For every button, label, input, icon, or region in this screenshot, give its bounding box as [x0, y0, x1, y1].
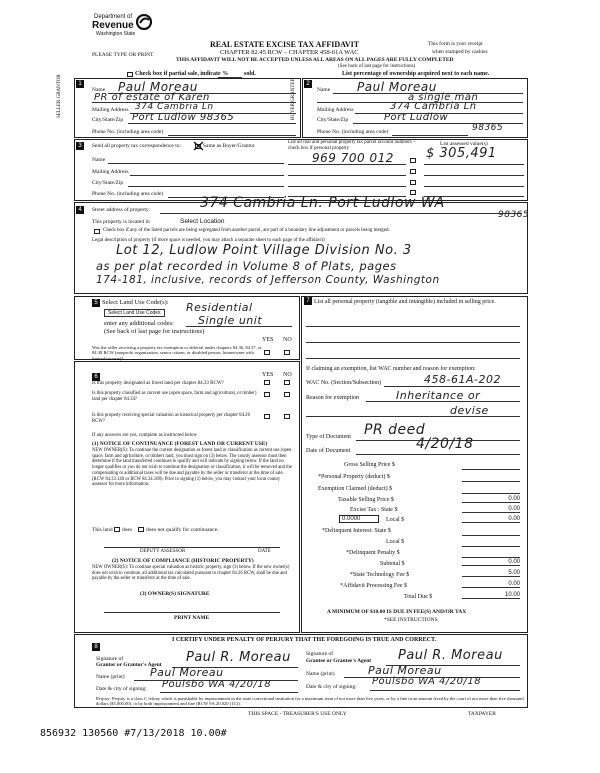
notice-compliance-title: (2) NOTICE OF COMPLIANCE (HISTORIC PROPERTY)	[112, 558, 254, 564]
s3-phone-label: Phone No. (including area code)	[92, 191, 164, 197]
legal-line-2[interactable]: as per plat recorded in Volume 8 of Plats, pages	[96, 259, 397, 273]
land-use-label: Select Land Use Code(s):	[102, 299, 169, 306]
additional-codes[interactable]: Single unit	[198, 314, 263, 327]
s3-name-line[interactable]	[108, 163, 284, 164]
seller-city-label: City/State/Zip	[92, 117, 124, 123]
doc-date[interactable]: 4/20/18	[416, 436, 474, 452]
treasurer-use-label: THIS SPACE - TREASURER'S USE ONLY	[248, 711, 347, 717]
notice-compliance-text: NEW OWNER(S): To continue special valuation as historic property, sign (3) below. If the new owner(s) does not wish to continue, all additional tax calculated pursuant to chapter 84.26 RCW, shall be due and payable by the seller or transferor at the time of sale.	[92, 565, 290, 582]
receipt-note-1: This form is your receipt	[428, 41, 483, 47]
s6-yes: YES	[262, 372, 274, 378]
historic-no-checkbox[interactable]	[284, 414, 290, 419]
grantor-date-label: Date & city of signing:	[96, 686, 147, 692]
excise-rate[interactable]: 0.0000	[339, 515, 379, 523]
affidavit-fee-label: *Affidavit Processing Fee $	[340, 583, 408, 589]
located-label: This property is located in	[92, 219, 150, 225]
exemption-question: Was the seller receiving a property tax exemption or deferral under chapters 84.36, 84.37, or 84.38 RCW (nonprofit organization, senior citizen, or disabled person, homeowner with limited income)?	[92, 345, 262, 361]
seller-mailing-label: Mailing Address	[92, 107, 129, 113]
wac-line	[384, 386, 520, 387]
subtotal-label: Subtotal $	[380, 561, 405, 567]
owner-signature-line[interactable]	[104, 612, 280, 613]
does-checkbox[interactable]	[114, 527, 120, 532]
gross-amount[interactable]	[462, 462, 520, 470]
assessed-value[interactable]: $ 305,491	[426, 146, 497, 161]
forest-question: Is this property designated as forest land per chapter 84.33 RCW?	[92, 381, 224, 386]
deputy-date-label: DATE	[258, 549, 271, 554]
section-2-number: 2	[304, 80, 312, 88]
tech-fee-label: *State Technology Fee $	[350, 572, 410, 578]
logo-line-3: Washington State	[96, 31, 136, 37]
recording-stamp: 856932 130560 #7/13/2018 10.00#	[40, 728, 227, 739]
logo-line-1: Department of	[94, 14, 133, 20]
does-not-label: does not qualify for continuance.	[146, 527, 219, 533]
form-see-back: (See back of last page for instructions)	[338, 64, 416, 69]
personal-deduct-label: *Personal Property (deduct) $	[318, 474, 390, 480]
assessed-line-1	[424, 164, 524, 165]
segregated-checkbox[interactable]	[94, 229, 100, 234]
grantee-date-city[interactable]: Poulsbo WA 4/20/18	[372, 676, 482, 687]
notice-continuance-text: NEW OWNER(S): To continue the current designation as forest land or classification as current use (open space, farm and agriculture, or timber) land, you must sign on (3) below. The county assessor must then determine if the land transferred continues to qualify and will indicate by signing below. If the land no longer qualifies or you do not wish to continue the designation or classification, it will be removed and the compensating or additional taxes will be due and payable by the seller or transferor at the time of sale. (RCW 84.33.140 or RCW 84.34.108). Prior to signing (3) below, you may contact your local county assessor for more information.	[92, 448, 292, 488]
personal-deduct-amount[interactable]	[462, 474, 520, 482]
grantee-date-line	[370, 690, 520, 691]
total-due-amount[interactable]: 10.00	[462, 592, 520, 599]
s5-no-checkbox[interactable]	[284, 350, 290, 355]
grantor-name-label: Name (print)	[96, 674, 125, 680]
form-chapter: CHAPTER 82.45 RCW – CHAPTER 458-61A WAC	[220, 49, 359, 56]
current-use-yes-checkbox[interactable]	[264, 392, 270, 397]
certify-statement: I CERTIFY UNDER PENALTY OF PERJURY THAT THE FOREGOING IS TRUE AND CORRECT.	[172, 637, 437, 643]
seller-side-label: SELLER GRANTOR	[57, 74, 62, 118]
grantee-agent-label: Grantee or Grantee's Agent	[306, 658, 372, 664]
section-7-number: 7	[304, 297, 312, 305]
reason-label: Reason for exemption	[306, 395, 359, 401]
location-select[interactable]: Select Location	[180, 218, 225, 225]
land-use-value[interactable]: Residential	[186, 301, 253, 314]
total-due-label: Total Due $	[404, 594, 433, 600]
reason-line-2-text[interactable]: devise	[450, 404, 489, 417]
s6-no: NO	[283, 372, 292, 378]
section-6-number: 6	[92, 373, 100, 381]
s5-yes-checkbox[interactable]	[264, 350, 270, 355]
parcel-personal-checkbox-3[interactable]	[410, 180, 416, 185]
delinquent-penalty-label: *Delinquent Penalty $	[346, 550, 400, 556]
section-5-number: 5	[92, 299, 100, 307]
seller-mailing[interactable]: 374 Cambria Ln	[135, 102, 214, 112]
please-type: PLEASE TYPE OR PRINT	[92, 52, 154, 58]
owner-signature-label: (3) OWNER(S) SIGNATURE	[140, 591, 210, 597]
receipt-note-2: when stamped by cashier.	[432, 49, 489, 55]
assessed-header: List assessed value(s)	[440, 141, 488, 147]
buyer-name[interactable]: Paul Moreau	[357, 80, 437, 94]
tech-fee-amount[interactable]: 5.00	[462, 570, 520, 577]
street-label: Street address of property:	[92, 207, 151, 213]
exemption-deduct-amount[interactable]	[462, 486, 520, 494]
parcel-line-1	[288, 164, 406, 165]
section-3-number: 3	[76, 142, 84, 150]
see-instructions: *SEE INSTRUCTIONS	[384, 617, 438, 623]
buyer-phone-label: Phone No. (including area code)	[317, 129, 389, 135]
exemption-deduct-label: Exemption Claimed (deduct) $	[318, 486, 393, 492]
street-zip[interactable]: 98365	[498, 210, 530, 220]
minimum-notice: A MINIMUM OF $10.00 IS DUE IN FEE(S) AND/OR TAX	[327, 609, 467, 615]
buyer-mailing-label: Mailing Address	[317, 107, 354, 113]
affidavit-fee-amount[interactable]: 0.00	[462, 581, 520, 588]
grantee-signature[interactable]: Paul R. Moreau	[398, 648, 503, 663]
buyer-name-label: Name	[317, 87, 331, 93]
taxable-amount[interactable]: 0.00	[462, 496, 520, 503]
grantee-printed-name[interactable]: Paul Moreau	[368, 664, 442, 677]
s3-city-line[interactable]	[128, 186, 284, 187]
partial-sale-label: Check box if partial sale, indicate %	[135, 71, 229, 77]
section-1-number: 1	[76, 80, 84, 88]
form-title: REAL ESTATE EXCISE TAX AFFIDAVIT	[210, 40, 360, 49]
excise-local-label: Local $	[386, 517, 405, 523]
seller-city-line	[128, 123, 296, 124]
grantor-agent-label: Grantor or Grantor's Agent	[96, 662, 162, 668]
partial-sale-checkbox[interactable]	[127, 72, 133, 77]
historic-yes-checkbox[interactable]	[264, 414, 270, 419]
parcel-personal-checkbox-1[interactable]	[410, 158, 416, 163]
grantee-sig-label: Signature of	[306, 651, 334, 657]
this-land-label: This land	[92, 527, 113, 533]
delinquent-interest-amount[interactable]	[462, 528, 520, 536]
does-label: does	[122, 527, 133, 533]
buyer-mailing[interactable]: 374 Cambria Ln	[390, 101, 477, 112]
land-use-select[interactable]: Select Land Use Codes	[104, 309, 165, 317]
form-warning: THIS AFFIDAVIT WILL NOT BE ACCEPTED UNLESS ALL AREAS ON ALL PAGES ARE FULLY COMPLETED	[176, 57, 454, 63]
forest-no-checkbox[interactable]	[284, 380, 290, 385]
exemption-claim-label: If claiming an exemption, list WAC number and reason for exemption:	[306, 366, 476, 372]
seller-phone-line[interactable]	[168, 135, 296, 136]
grantee-date-label: Date & city of signing:	[306, 684, 357, 690]
notice-continuance-title: (1) NOTICE OF CONTINUANCE (FOREST LAND OR CURRENT USE)	[92, 441, 268, 447]
seller-name-label: Name	[92, 87, 106, 93]
deputy-assessor-label: DEPUTY ASSESSOR	[140, 549, 186, 554]
assessed-line-3	[424, 186, 524, 187]
s3-mailing-label: Mailing Address	[92, 169, 129, 175]
current-use-question: Is this property classified as current use (open space, farm and agricultural, or timber) land per chapter 84.34?	[92, 391, 257, 402]
seller-name[interactable]: Paul Moreau	[118, 80, 198, 94]
same-as-buyer-label: Same as Buyer/Grantor	[203, 143, 255, 149]
doc-type[interactable]: PR deed	[364, 422, 426, 438]
seller-city[interactable]: Port Ludlow 98365	[132, 112, 235, 123]
legal-label: Legal description of property (if more space is needed, you may attach a separate sheet to each page of the affidavit)	[92, 238, 325, 243]
gross-label: Gross Selling Price $	[344, 462, 395, 468]
section-8-number: 8	[92, 643, 100, 651]
doc-type-label: Type of Document	[306, 434, 351, 440]
historic-question: Is this property receiving special valuation as historical property per chapter 84.26 RCW?	[92, 413, 250, 424]
delinquent-local-amount[interactable]	[462, 539, 520, 547]
grantor-printed-name[interactable]: Paul Moreau	[150, 666, 224, 679]
street-address[interactable]: 374 Cambria Ln. Port Ludlow WA	[200, 195, 445, 211]
forest-yes-checkbox[interactable]	[264, 380, 270, 385]
seller-name-2[interactable]: PR of estate of Karen	[94, 92, 210, 103]
buyer-phone-line[interactable]	[392, 135, 468, 136]
subtotal-amount[interactable]: 0.00	[462, 559, 520, 566]
s3-city-label: City/State/Zip	[92, 180, 124, 186]
taxpayer-label: TAXPAYER	[468, 711, 496, 717]
personal-property-label: List all personal property (tangible and intangible) included in selling price.	[314, 299, 496, 305]
personal-property-line-2[interactable]	[306, 342, 520, 343]
ownership-note: List percentage of ownership acquired next to each name.	[342, 71, 490, 77]
land-use-see-back: (See back of last page for instructions)	[104, 328, 205, 335]
delinquent-penalty-amount[interactable]	[462, 550, 520, 558]
perjury-notice: Perjury: Perjury is a class C felony which is punishable by imprisonment in the state correctional institution for a maximum term of not more than five years, or by a fine in an amount fixed by the court of not more than five thousand dollars ($5,000.00), or by both imprisonment and fine (RCW 9A.20.020 (1C)).	[96, 696, 524, 707]
doc-date-line	[356, 454, 520, 455]
buyer-city-label: City/State/Zip	[317, 117, 349, 123]
personal-property-line-1[interactable]	[306, 326, 520, 327]
segregated-label: Check box if any of the listed parcels are being segregated from another parcel, are part of a boundary line adjustment or parcels being merged.	[103, 228, 390, 233]
legal-line-1[interactable]: Lot 12, Ludlow Point Village Division No. 3	[116, 243, 412, 258]
dor-logo	[92, 14, 152, 48]
deputy-line[interactable]	[104, 547, 280, 548]
s3-mailing-line[interactable]	[130, 175, 284, 176]
s3-name-label: Name	[92, 157, 106, 163]
personal-property-line-3[interactable]	[306, 358, 520, 359]
send-correspondence-label: Send all property tax correspondence to:	[92, 143, 182, 149]
wac-label: WAC No. (Section/Subsection)	[306, 380, 382, 386]
grantor-sig-label: Signature of	[96, 656, 124, 662]
buyer-city[interactable]: Port Ludlow	[384, 112, 449, 123]
wac-number[interactable]: 458-61A-202	[424, 373, 501, 386]
parcel-line-2	[288, 175, 406, 176]
delinquent-interest-label: *Delinquent Interest: State $	[322, 528, 391, 534]
if-yes-note: If any answers are yes, complete as instructed below	[92, 433, 198, 438]
grantor-date-city[interactable]: Poulsbo WA 4/20/18	[162, 679, 272, 690]
parcel-personal-checkbox-2[interactable]	[410, 169, 416, 174]
buyer-side-label: BUYER GRANTEE	[291, 78, 296, 120]
s5-yes: YES	[262, 337, 274, 343]
assessed-line-2	[424, 175, 524, 176]
grantor-signature[interactable]: Paul R. Moreau	[186, 650, 291, 665]
seller-phone-label: Phone No. (including area code)	[92, 129, 164, 135]
does-not-checkbox[interactable]	[138, 527, 144, 532]
reason-line-1-text[interactable]: Inheritance or	[396, 389, 481, 402]
parcel-header: List all real and personal property tax parcel account numbers – check box if personal property	[288, 140, 416, 151]
sold-label: sold.	[244, 71, 256, 77]
logo-swoosh-icon	[136, 14, 152, 30]
buyer-zip[interactable]: 98365	[472, 123, 504, 133]
parcel-line-3	[288, 186, 406, 187]
taxable-label: Taxable Selling Price $	[338, 497, 394, 503]
legal-line-3[interactable]: 174-181, inclusive, records of Jefferson County, Washington	[96, 274, 440, 286]
doc-date-label: Date of Document	[306, 448, 351, 454]
s5-no: NO	[283, 337, 292, 343]
grantor-date-line	[160, 692, 298, 693]
excise-local-amount[interactable]: 0.00	[462, 516, 520, 523]
excise-state-amount[interactable]: 0.00	[462, 506, 520, 513]
logo-line-2: Revenue	[92, 20, 134, 31]
buyer-name-2[interactable]: a single man	[408, 92, 479, 103]
excise-state-label: Excise Tax : State $	[350, 507, 398, 513]
current-use-no-checkbox[interactable]	[284, 392, 290, 397]
grantee-name-label: Name (print)	[306, 671, 335, 677]
street-line	[160, 213, 522, 214]
print-name-label: PRINT NAME	[174, 615, 210, 621]
delinquent-local-label: Local $	[386, 539, 405, 545]
additional-codes-label: enter any additional codes:	[104, 320, 174, 327]
parcel-number[interactable]: 969 700 012	[312, 151, 394, 165]
section-4-number: 4	[76, 206, 84, 214]
